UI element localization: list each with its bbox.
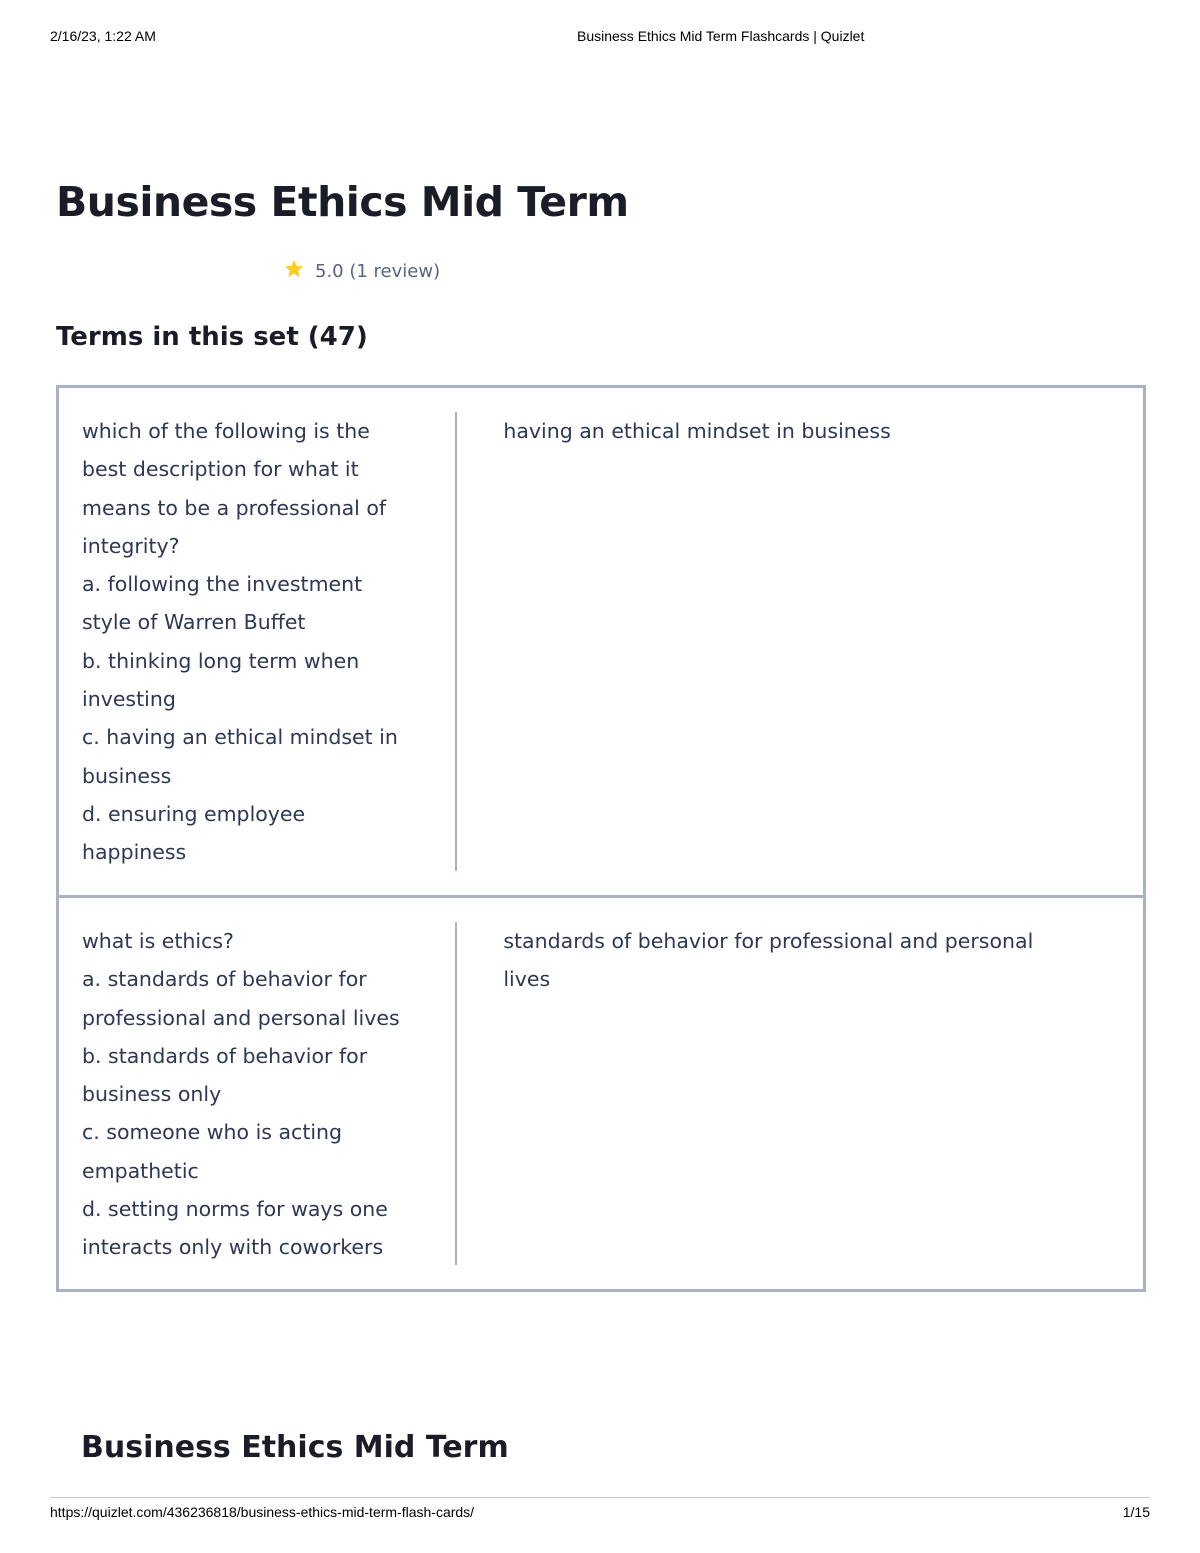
term-line: style of Warren Buffet: [82, 610, 306, 635]
star-icon: [283, 258, 305, 285]
definition-line: lives: [503, 967, 551, 992]
definition-line: having an ethical mindset in business: [503, 419, 891, 443]
print-date: 2/16/23, 1:22 AM: [50, 28, 156, 44]
definition-text: [457, 412, 1143, 871]
term-line: c. someone who is acting: [82, 1120, 343, 1145]
print-doc-title: Business Ethics Mid Term Flashcards | Quizlet: [577, 28, 865, 44]
definition-line: standards of behavior for professional and personal: [503, 929, 1034, 953]
term-line: integrity?: [82, 533, 180, 558]
footer-divider: [50, 1497, 1150, 1498]
term-line: d. ensuring employee: [82, 801, 306, 826]
term-line: which of the following is the: [82, 419, 370, 443]
page-title: Business Ethics Mid Term: [56, 178, 629, 226]
term-line: investing: [82, 687, 176, 712]
page-number: 1/15: [1122, 1504, 1150, 1520]
definition-text: [457, 922, 1143, 1265]
term-line: best description for what it: [82, 457, 359, 482]
rating-text: 5.0 (1 review): [315, 261, 441, 282]
term-line: b. thinking long term when: [82, 648, 360, 673]
term-line: what is ethics?: [82, 929, 234, 953]
term-line: happiness: [82, 840, 187, 865]
term-row: [59, 388, 1143, 895]
term-line: b. standards of behavior for: [82, 1043, 368, 1068]
term-line: a. following the investment: [82, 572, 363, 597]
page-url[interactable]: https://quizlet.com/436236818/business-ethics-mid-term-flash-cards/: [50, 1504, 475, 1520]
section-title: Business Ethics Mid Term: [81, 1430, 509, 1465]
terms-table: [56, 385, 1146, 1292]
rating[interactable]: [283, 258, 440, 285]
term-row: [59, 895, 1143, 1289]
term-line: d. setting norms for ways one: [82, 1197, 388, 1222]
term-line: professional and personal lives: [82, 1005, 400, 1030]
term-text: [59, 412, 457, 871]
term-line: means to be a professional of: [82, 495, 387, 520]
term-line: a. standards of behavior for: [82, 967, 367, 992]
term-line: c. having an ethical mindset in: [82, 725, 398, 750]
term-line: empathetic: [82, 1158, 199, 1183]
term-line: business only: [82, 1082, 222, 1107]
term-line: interacts only with coworkers: [82, 1235, 384, 1260]
term-text: [59, 922, 457, 1265]
terms-heading: Terms in this set (47): [56, 322, 368, 352]
term-line: business: [82, 763, 172, 788]
